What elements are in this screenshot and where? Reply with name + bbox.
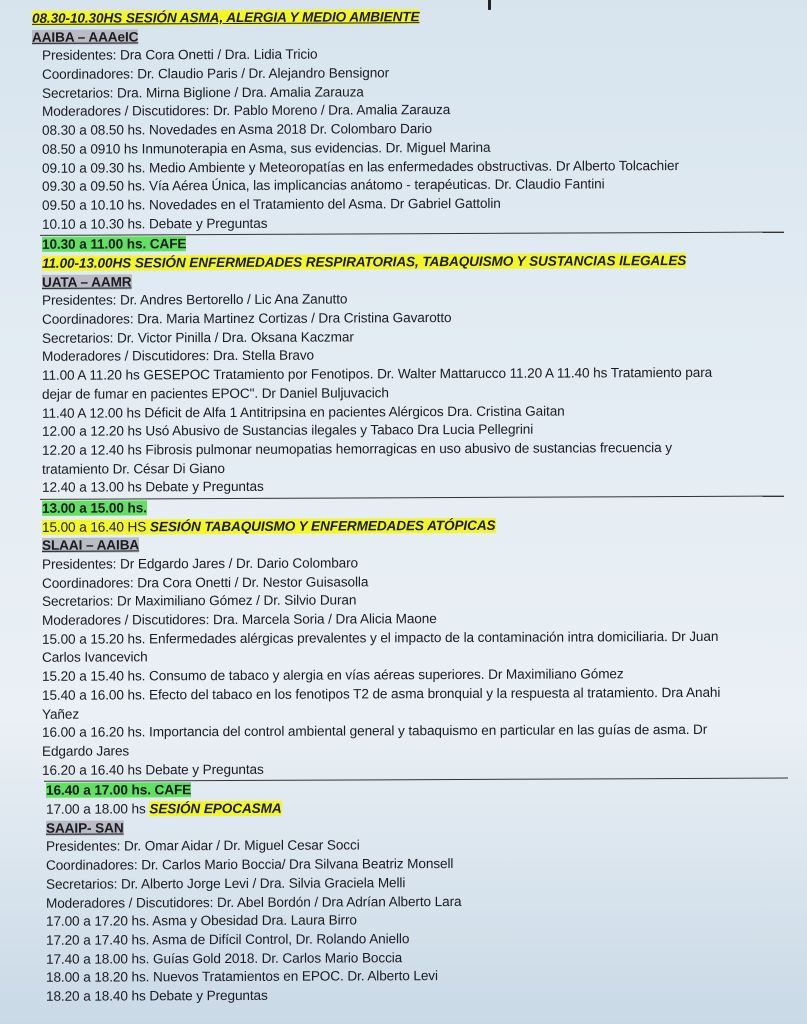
session-4-line: Presidentes: Dr. Omar Aidar / Dr. Miguel Cesar Socci [46, 837, 360, 855]
session-1-org: AAIBA – AAAeIC [32, 29, 139, 45]
session-2-line: Presidentes: Dr. Andres Bertorello / Lic Ana Zanutto [42, 291, 348, 309]
session-2-line: 11.00 A 11.20 hs GESEPOC Tratamiento por Fenotipos. Dr. Walter Mattarucco 11.20 A 11.40 hs Tratamiento para dejar de fumar en pacientes EPOC". Dr Daniel Buljuvacich [42, 364, 713, 402]
session-2-title: 11.00-13.00HS SESIÓN ENFERMEDADES RESPIRATORIAS, TABAQUISMO Y SUSTANCIAS ILEGALES [42, 252, 687, 271]
session-4-line: Moderadores / Discutidores: Dr. Abel Bordón / Dra Adrían Alberto Lara [46, 893, 462, 911]
session-4-org: SAAIP- SAN [46, 820, 124, 836]
session-2-line: Secretarios: Dr. Victor Pinilla / Dra. Oksana Kaczmar [42, 329, 354, 346]
session-1-line: Secretarios: Dra. Mirna Biglione / Dra. Amalia Zarauza [42, 84, 364, 101]
break-1-label: 10.30 a 11.00 hs. CAFE [42, 236, 187, 253]
session-1-line: 08.30 a 08.50 hs. Novedades en Asma 2018 Dr. Colombaro Dario [42, 121, 432, 138]
session-4-line: 17.20 a 17.40 hs. Asma de Difícil Control, Dr. Rolando Aniello [46, 931, 410, 948]
session-1-line: 08.50 a 0910 hs Inmunoterapia en Asma, sus evidencias. Dr. Miguel Marina [42, 139, 491, 157]
session-3-org: SLAAI – AAIBA [42, 537, 140, 554]
session-1-line: 10.10 a 10.30 hs. Debate y Preguntas [42, 215, 268, 232]
session-3-line: Presidentes: Dr Edgardo Jares / Dr. Dario Colombaro [42, 555, 358, 572]
session-2-line: 12.40 a 13.00 hs Debate y Preguntas [42, 479, 264, 496]
session-4-line: 17.00 a 17.20 hs. Asma y Obesidad Dra. Laura Birro [46, 912, 357, 929]
session-2-line: 12.20 a 12.40 hs Fibrosis pulmonar neumopatias hemorragicas en uso abusivo de sustancias frecuencia y tratamiento Dr. César Di Giano [42, 439, 672, 477]
session-1-line: 09.10 a 09.30 hs. Medio Ambiente y Meteoropatías en las enfermedades obstructivas. Dr Alberto Tolcachier [42, 157, 679, 176]
session-4-line: 17.40 a 18.00 hs. Guías Gold 2018. Dr. Carlos Mario Boccia [46, 949, 403, 967]
session-4-line: Coordinadores: Dr. Carlos Mario Boccia/ Dra Silvana Beatriz Monsell [46, 856, 454, 873]
session-3-line: Moderadores / Discutidores: Dra. Marcela Soria / Dra Alicia Maone [42, 611, 437, 628]
session-1-line: Moderadores / Discutidores: Dr. Pablo Moreno / Dra. Amalia Zarauza [42, 102, 451, 120]
session-1-line: 09.50 a 10.10 hs. Novedades en el Tratamiento del Asma. Dr Gabriel Gattolin [42, 195, 501, 213]
session-1-line: 09.30 a 09.50 hs. Vía Aérea Única, las implicancias anátomo - terapéuticas. Dr. Claudio Fantini [42, 176, 605, 195]
session-4-time: 17.00 a 18.00 hs [46, 801, 146, 817]
page-edge-mark [488, 0, 491, 10]
session-2-line: 12.00 a 12.20 hs Usó Abusivo de Sustancias ilegales y Tabaco Dra Lucia Pellegrini [42, 421, 534, 440]
session-3-line: Coordinadores: Dra Cora Onetti / Dr. Nestor Guisasolla [42, 574, 369, 591]
session-4-line: 18.00 a 18.20 hs. Nuevos Tratamientos en EPOC. Dr. Alberto Levi [46, 968, 438, 986]
session-3-time: 15.00 a 16.40 HS [42, 519, 147, 535]
session-3-line: 15.40 a 16.00 hs. Efecto del tabaco en los fenotipos T2 de asma bronquial y la respuesta al tratamiento. Dra Anahi Yañez [42, 684, 721, 722]
session-4-line: Secretarios: Dr. Alberto Jorge Levi / Dra. Silvia Graciela Melli [46, 875, 406, 892]
session-4-line: 18.20 a 18.40 hs Debate y Preguntas [46, 987, 268, 1004]
session-4-title: SESIÓN EPOCASMA [149, 800, 282, 817]
session-2-line: Coordinadores: Dra. Maria Martinez Cortizas / Dra Cristina Gavarotto [42, 310, 452, 327]
session-2-title-row [26, 252, 752, 274]
session-3-title: SESIÓN TABAQUISMO Y ENFERMEDADES ATÓPICAS [149, 517, 496, 535]
session-3-line: 16.20 a 16.40 hs Debate y Preguntas [42, 761, 264, 778]
session-1-title: 08.30-10.30HS SESIÓN ASMA, ALERGIA Y MEDIO AMBIENTE [32, 9, 420, 26]
session-2-line: Moderadores / Discutidores: Dra. Stella Bravo [42, 348, 315, 365]
session-1-line: Presidentes: Dra Cora Onetti / Dra. Lidia Tricio [42, 46, 318, 64]
session-3-line: 15.20 a 15.40 hs. Consumo de tabaco y alergia en vías aéreas superiores. Dr Maximiliano Gómez [42, 666, 624, 685]
session-3-line: 16.00 a 16.20 hs. Importancia del control ambiental general y tabaquismo en particular en las guías de asma. Dr Edgardo Jares [42, 722, 708, 759]
break-3-label: 16.40 a 17.00 hs. CAFE [46, 782, 192, 799]
break-2-label: 13.00 a 15.00 hs. [42, 500, 147, 516]
session-3-line: Secretarios: Dr Maximiliano Gómez / Dr. Silvio Duran [42, 592, 357, 610]
session-2-line: 11.40 A 12.00 hs Déficit de Alfa 1 Antitripsina en pacientes Alérgicos Dra. Cristina Gaitan [42, 403, 565, 421]
session-1-line: Coordinadores: Dr. Claudio Paris / Dr. Alejandro Bensignor [42, 65, 390, 82]
session-2-org: UATA – AAMR [42, 274, 132, 290]
session-3-line: 15.00 a 15.20 hs. Enfermedades alérgicas prevalentes y el impacto de la contaminación intra domiciliaria. Dr Juan Carlos Ivancevich [42, 628, 719, 666]
